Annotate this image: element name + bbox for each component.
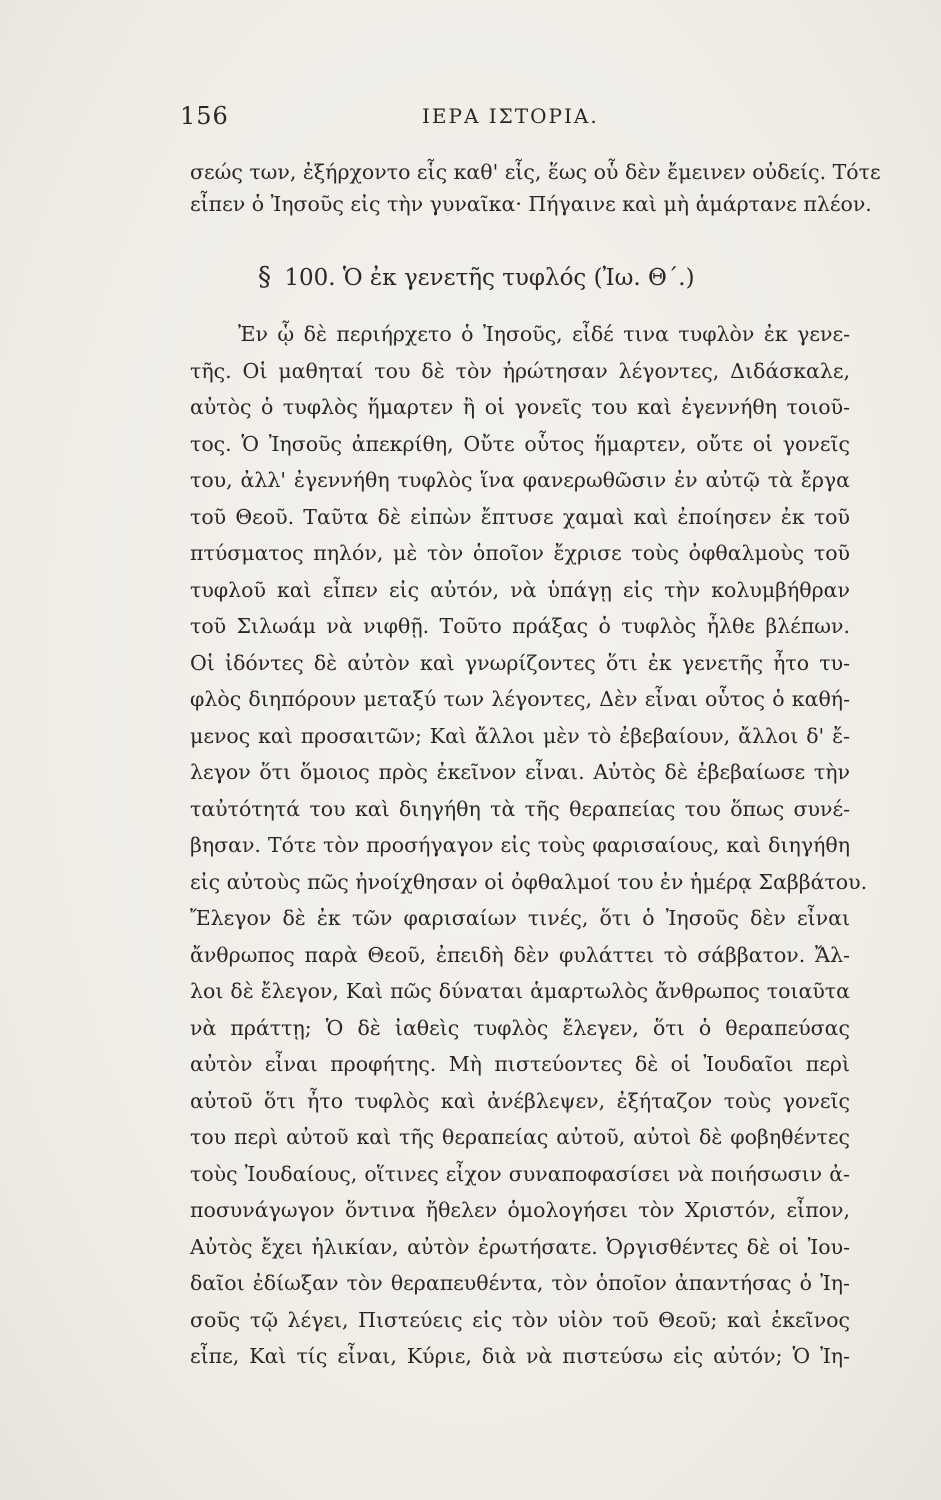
text-line: εἰς αὐτοὺς πῶς ἠνοίχθησαν οἱ ὀφθαλμοί του ἐν ἡμέρᾳ Σαββάτου. bbox=[190, 869, 868, 894]
text-line: του, ἀλλ' ἐγεννήθη τυφλὸς ἵνα φανερωθῶσιν ἐν αὐτῷ τὰ ἔργα bbox=[190, 468, 850, 492]
text-line: σοῦς τῷ λέγει, Πιστεύεις εἰς τὸν υἱὸν τοῦ Θεοῦ; καὶ ἐκεῖνος bbox=[190, 1307, 850, 1332]
text-line: τοῦ Θεοῦ. Ταῦτα δὲ εἰπὼν ἔπτυσε χαμαὶ καὶ ἐποίησεν ἐκ τοῦ bbox=[190, 504, 850, 529]
text-line: σεώς των, ἐξήρχοντο εἷς καθ' εἷς, ἕως οὗ δὲν ἔμεινεν οὐδείς. Τότε bbox=[190, 160, 881, 184]
text-line: νὰ πράττῃ; Ὁ δὲ ἰαθεὶς τυφλὸς ἔλεγεν, ὅτι ὁ θεραπεύσας bbox=[190, 1015, 850, 1040]
text-line: του περὶ αὐτοῦ καὶ τῆς θεραπείας αὐτοῦ, αὐτοὶ δὲ φοβηθέντες bbox=[190, 1125, 850, 1149]
text-line: τοὺς Ἰουδαίους, οἵτινες εἶχον συναποφασίσει νὰ ποιήσωσιν ἀ- bbox=[190, 1161, 850, 1186]
section-title: 100. Ὁ ἐκ γενετῆς τυφλός (Ἰω. Θ΄.) bbox=[284, 265, 695, 291]
section-sign: § bbox=[258, 262, 271, 292]
running-head: ΙΕΡΑ ΙΣΤΟΡΙΑ. bbox=[422, 104, 599, 128]
text-line: φλὸς διηπόρουν μεταξύ των λέγοντες, Δὲν εἶναι οὗτος ὁ καθή- bbox=[190, 687, 850, 711]
text-line: ἄνθρωπος παρὰ Θεοῦ, ἐπειδὴ δὲν φυλάττει τὸ σάββατον. Ἄλ- bbox=[190, 942, 850, 967]
text-line: δαῖοι ἐδίωξαν τὸν θεραπευθέντα, τὸν ὁποῖον ἀπαντήσας ὁ Ἰη- bbox=[190, 1271, 850, 1295]
text-line: αὐτὸν εἶναι προφήτης. Μὴ πιστεύοντες δὲ οἱ Ἰουδαῖοι περὶ bbox=[190, 1052, 850, 1076]
text-line: Αὐτὸς ἔχει ἡλικίαν, αὐτὸν ἐρωτήσατε. Ὀργισθέντες δὲ οἱ Ἰου- bbox=[190, 1234, 850, 1259]
text-line: λεγον ὅτι ὅμοιος πρὸς ἐκεῖνον εἶναι. Αὐτὸς δὲ ἐβεβαίωσε τὴν bbox=[190, 760, 850, 784]
section-heading bbox=[258, 262, 695, 292]
text-line: αὐτὸς ὁ τυφλὸς ἥμαρτεν ἢ οἱ γονεῖς του καὶ ἐγεννήθη τοιοῦ- bbox=[190, 395, 850, 419]
text-line: Ἔλεγον δὲ ἐκ τῶν φαρισαίων τινές, ὅτι ὁ Ἰησοῦς δὲν εἶναι bbox=[190, 906, 850, 930]
text-line: Ἐν ᾧ δὲ περιήρχετο ὁ Ἰησοῦς, εἶδέ τινα τυφλὸν ἐκ γενε- bbox=[238, 322, 850, 346]
text-line: πτύσματος πηλόν, μὲ τὸν ὁποῖον ἔχρισε τοὺς ὀφθαλμοὺς τοῦ bbox=[190, 541, 850, 565]
text-line: εἶπεν ὁ Ἰησοῦς εἰς τὴν γυναῖκα· Πήγαινε καὶ μὴ ἁμάρτανε πλέον. bbox=[190, 192, 872, 216]
text-line: μενος καὶ προσαιτῶν; Καὶ ἄλλοι μὲν τὸ ἐβεβαίουν, ἄλλοι δ' ἔ- bbox=[190, 723, 850, 748]
text-line: εἶπε, Καὶ τίς εἶναι, Κύριε, διὰ νὰ πιστεύσω εἰς αὐτόν; Ὁ Ἰη- bbox=[190, 1344, 850, 1368]
page-number: 156 bbox=[180, 102, 229, 130]
text-line: αὐτοῦ ὅτι ἦτο τυφλὸς καὶ ἀνέβλεψεν, ἐξήταζον τοὺς γονεῖς bbox=[190, 1088, 850, 1113]
text-line: τῆς. Οἱ μαθηταί του δὲ τὸν ἠρώτησαν λέγοντες, Διδάσκαλε, bbox=[190, 358, 850, 383]
text-line: ποσυνάγωγον ὅντινα ἤθελεν ὁμολογήσει τὸν Χριστόν, εἶπον, bbox=[190, 1198, 850, 1222]
text-line: τος. Ὁ Ἰησοῦς ἀπεκρίθη, Οὔτε οὗτος ἥμαρτεν, οὔτε οἱ γονεῖς bbox=[190, 431, 850, 456]
page-header bbox=[0, 100, 941, 140]
text-line: ταὐτότητά του καὶ διηγήθη τὰ τῆς θεραπείας του ὅπως συνέ- bbox=[190, 796, 850, 821]
text-line: Οἱ ἰδόντες δὲ αὐτὸν καὶ γνωρίζοντες ὅτι ἐκ γενετῆς ἦτο τυ- bbox=[190, 650, 850, 675]
text-line: τοῦ Σιλωάμ νὰ νιφθῇ. Τοῦτο πράξας ὁ τυφλὸς ἦλθε βλέπων. bbox=[190, 614, 850, 638]
text-line: λοι δὲ ἔλεγον, Καὶ πῶς δύναται ἁμαρτωλὸς ἄνθρωπος τοιαῦτα bbox=[190, 979, 850, 1003]
text-line: τυφλοῦ καὶ εἶπεν εἰς αὐτόν, νὰ ὑπάγῃ εἰς τὴν κολυμβήθραν bbox=[190, 577, 850, 602]
text-line: βησαν. Τότε τὸν προσήγαγον εἰς τοὺς φαρισαίους, καὶ διηγήθη bbox=[190, 833, 850, 857]
